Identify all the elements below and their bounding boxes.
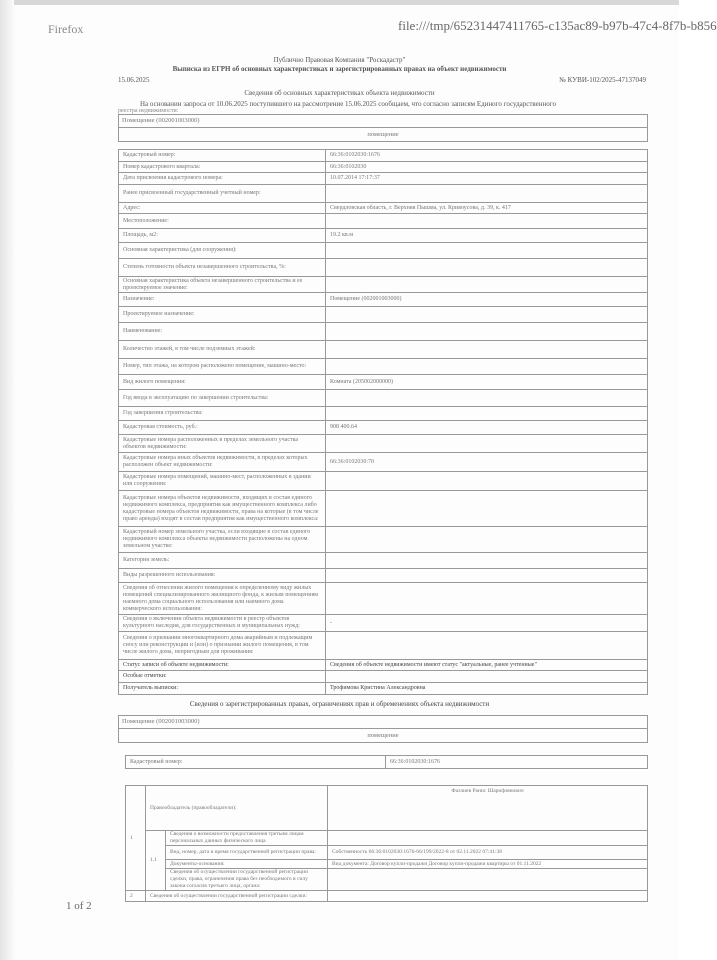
row-label: Получатель выписки:: [119, 683, 326, 695]
row-value: [326, 671, 648, 683]
row-value: [326, 323, 648, 341]
intro-text-2: реестра недвижимости:: [118, 108, 179, 114]
page-counter: 1 of 2: [66, 900, 92, 912]
table-row: [119, 277, 648, 293]
row-value: 66:36:0102030:1676: [326, 150, 648, 162]
scan-edge-left: [0, 0, 14, 960]
rights-num-1: 1: [126, 786, 146, 891]
table-row: [119, 259, 648, 277]
browser-name: Firefox: [48, 22, 84, 36]
object-kind: помещение: [367, 131, 399, 138]
object-kind-2: помещение: [367, 732, 399, 739]
rights-row-value: Собственность 66:36:0102030:1676-66/199/2022-8 от 02.11.2022 07:41:38: [328, 846, 648, 860]
row-label: Сведения о включении объекта недвижимости в реестр объектов культурного наследия, для государственных и муниципальных нужд:: [119, 615, 326, 632]
rights-num-2: 2: [126, 891, 146, 902]
document-date: 15.06.2025: [118, 76, 150, 84]
table-row: [119, 375, 648, 390]
row-label: Год ввода в эксплуатацию по завершении строительства:: [119, 390, 326, 407]
rights-row-value: Вид документа: Договор купли-продажи Договор купли-продажи квартиры от 01.11.2022: [328, 860, 648, 869]
row-label: Кадастровый номер:: [119, 150, 326, 162]
row-value: Свердловская область, г. Верхняя Пышма, ул. Кривоусова, д. 39, к. 417: [326, 203, 648, 214]
row-label: Ранее присвоенный государственный учетный номер:: [119, 185, 326, 203]
row-label: Кадастровые номера помещений, машино-мест, расположенных в здании или сооружении:: [119, 472, 326, 491]
rights-row-2-value: [328, 891, 648, 902]
row-label: Кадастровые номера расположенных в пределах земельного участка объектов недвижимости:: [119, 435, 326, 453]
section2-title: Сведения о зарегистрированных правах, ограничениях прав и обременениях объекта недвижимости: [189, 700, 490, 708]
row-value: [326, 185, 648, 203]
rights-row-value: [328, 869, 648, 891]
table-row: [119, 472, 648, 491]
row-value: [326, 472, 648, 491]
holder-label: Правообладатель (правообладатели):: [146, 786, 328, 831]
object-type-2: Помещение (002001003000): [119, 716, 647, 729]
intro-text: На основании запроса от 10.06.2025 поступившего на рассмотрение 15.06.2025 сообщаем, что согласно записям Единого государственного: [140, 100, 556, 108]
row-value: [326, 277, 648, 293]
table-row: [119, 569, 648, 583]
cadastral-number-table: [125, 755, 648, 769]
row-value: Комната (205002000000): [326, 375, 648, 390]
table-row: [119, 243, 648, 259]
row-value: [326, 341, 648, 359]
row-value: 19.2 кв.м: [326, 229, 648, 243]
row-label: Год завершения строительства:: [119, 407, 326, 421]
row-value: -: [326, 615, 648, 632]
row-value: [326, 527, 648, 553]
row-value: [326, 407, 648, 421]
table-row: [119, 527, 648, 553]
table-row: [119, 421, 648, 435]
row-label: Основная характеристика объекта незавершенного строительства и ее проектируемое значение:: [119, 277, 326, 293]
row-label: Основная характеристика (для сооружения):: [119, 243, 326, 259]
rights-row-2-label: Сведения об осуществлении государственной регистрации сделки:: [146, 891, 328, 902]
rights-num-1-1: 1.1: [146, 831, 166, 891]
row-value: Помещение (002001003000): [326, 293, 648, 307]
row-label: Местоположение:: [119, 214, 326, 229]
table-row: [119, 615, 648, 632]
row-label: Сведения об отнесении жилого помещения к определенному виду жилых помещений специализированного жилищного фонда, к жилым помещениям наемного дома социального использования или наемного дома коммерческого использования:: [119, 583, 326, 615]
table-row: [119, 173, 648, 185]
table-row: [119, 390, 648, 407]
row-label: Адрес:: [119, 203, 326, 214]
row-value: [326, 359, 648, 375]
row-label: Статус записи об объекте недвижимости:: [119, 660, 326, 671]
row-label: Сведения о признании многоквартирного дома аварийным и подлежащим сносу или реконструкции и (или) о признании жилого помещения, в том числе жилого дома, непригодным для проживания:: [119, 632, 326, 660]
table-row: [119, 453, 648, 472]
row-label: Номер кадастрового квартала:: [119, 162, 326, 173]
row-value: [326, 307, 648, 323]
row-label: Особые отметки:: [119, 671, 326, 683]
object-type: Помещение (002001003000): [119, 115, 647, 128]
row-value: [326, 214, 648, 229]
row-value: [326, 632, 648, 660]
row-label: Категория земель:: [119, 553, 326, 569]
row-label: Кадастровые номера объектов недвижимости, входящих в состав единого недвижимого комплекса, предприятия как имущественного комплекса либо кадастровые номера объектов недвижимости, права на которые (в том числе право аренды) входят в состав предприятия как имущественного комплекса:: [119, 491, 326, 527]
table-row: [119, 632, 648, 660]
row-label: Дата присвоения кадастрового номера:: [119, 173, 326, 185]
row-value: 908 400.64: [326, 421, 648, 435]
rights-row-label: Документы-основания:: [166, 860, 328, 869]
table-row: [119, 407, 648, 421]
row-value: [326, 553, 648, 569]
table-row: [119, 323, 648, 341]
document-title: Выписка из ЕГРН об основных характеристиках и зарегистрированных правах на объект недвижимости: [172, 65, 507, 73]
table-row: [119, 491, 648, 527]
document-number: № КУВИ-102/2025-47137049: [559, 76, 646, 84]
row-value: [326, 390, 648, 407]
row-value: [326, 583, 648, 615]
table-row: [119, 660, 648, 671]
row-label: Проектируемое назначение:: [119, 307, 326, 323]
table-row: [119, 185, 648, 203]
table-row: [119, 583, 648, 615]
row-value: Трофимова Кристина Александровна: [326, 683, 648, 695]
row-value: [326, 243, 648, 259]
table-row: [119, 162, 648, 173]
row-value: [326, 435, 648, 453]
row-label: Виды разрешенного использования:: [119, 569, 326, 583]
page-url: file:///tmp/65231447411765-c135ac89-b97b-47c4-8f7b-b856: [398, 18, 717, 33]
table-row: [119, 203, 648, 214]
rights-table: [125, 785, 648, 902]
scan-edge: [0, 0, 679, 5]
row-value: [326, 569, 648, 583]
row-label: Вид жилого помещения:: [119, 375, 326, 390]
row-label: Номер, тип этажа, на котором расположено помещение, машино-место:: [119, 359, 326, 375]
object-type-box: [118, 114, 648, 142]
row-label: Степень готовности объекта незавершенного строительства, %:: [119, 259, 326, 277]
table-row: [119, 359, 648, 375]
table-row: [119, 307, 648, 323]
rights-row-label: Вид, номер, дата и время государственной регистрации права:: [166, 846, 328, 860]
row-label: Площадь, м2:: [119, 229, 326, 243]
table-row: [119, 229, 648, 243]
cad-value: 66:36:0102030:1676: [386, 756, 648, 769]
table-row: [119, 150, 648, 162]
rights-row-label: Сведения об осуществлении государственной регистрации сделки, права, ограничения права без необходимого в силу закона согласия третьего лица, органа:: [166, 869, 328, 891]
table-row: [119, 671, 648, 683]
row-value: [326, 491, 648, 527]
row-label: Назначение:: [119, 293, 326, 307]
table-row: [119, 435, 648, 453]
row-value: Сведения об объекте недвижимости имеют статус "актуальные, ранее учтенные": [326, 660, 648, 671]
organization: Публично Правовая Компания "Роскадастр": [273, 56, 406, 64]
row-label: Кадастровый номер земельного участка, если входящие в состав единого недвижимого комплекса объекты недвижимости расположены на одном земельном участке:: [119, 527, 326, 553]
table-row: [119, 214, 648, 229]
holder-value: Фазлиев Ранис Шарифзянович: [328, 786, 648, 831]
object-type-box-2: [118, 715, 648, 743]
row-label: Кадастровые номера иных объектов недвижимости, в пределах которых расположен объект недвижимости:: [119, 453, 326, 472]
row-label: Кадастровая стоимость, руб.:: [119, 421, 326, 435]
table-row: [119, 341, 648, 359]
cad-label: Кадастровый номер:: [126, 756, 386, 769]
rights-row-value: [328, 831, 648, 846]
section1-title: Сведения об основных характеристиках объекта недвижимости: [244, 89, 435, 97]
row-value: [326, 259, 648, 277]
row-label: Количество этажей, в том числе подземных этажей:: [119, 341, 326, 359]
row-label: Наименование:: [119, 323, 326, 341]
row-value: 66:36:0102030: [326, 162, 648, 173]
table-row: [119, 553, 648, 569]
table-row: [119, 293, 648, 307]
rights-row-label: Сведения о возможности предоставления третьим лицам персональных данных физического лица: [166, 831, 328, 846]
table-row: [119, 683, 648, 695]
row-value: 10.07.2014 17:17:37: [326, 173, 648, 185]
characteristics-table: [118, 149, 648, 695]
row-value: 66:36:0102030:70: [326, 453, 648, 472]
